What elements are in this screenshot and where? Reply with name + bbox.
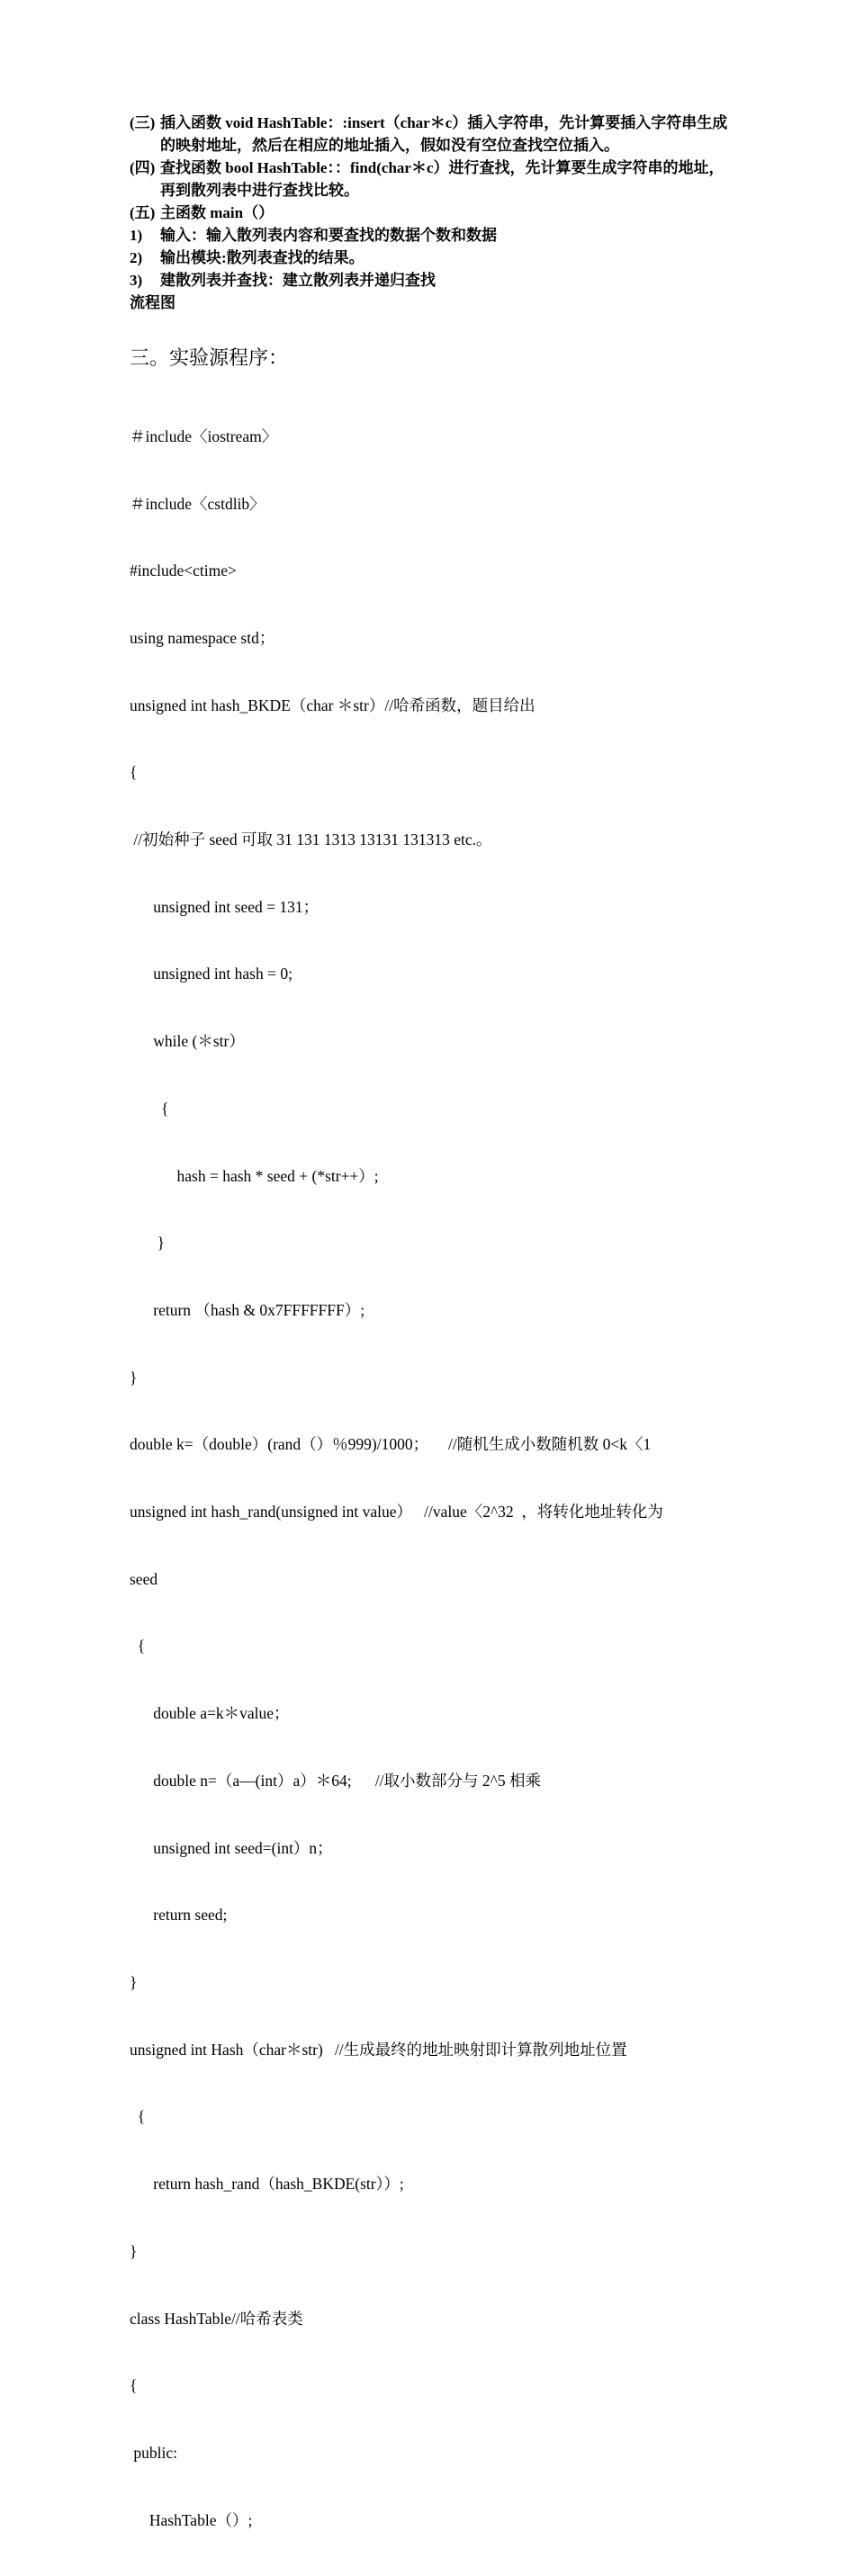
section-label: (四) <box>130 159 156 176</box>
code-line: unsigned int hash_BKDE（char ＊str）//哈希函数，题目给出 <box>130 696 536 714</box>
code-line: public: <box>130 2443 177 2462</box>
section-text: 主函数 main（） <box>160 204 274 221</box>
code-line: //初始种子 seed 可取 31 131 1313 13131 131313 etc.。 <box>130 830 492 849</box>
list-item-number: 1) <box>130 227 143 244</box>
code-line: { <box>130 1099 169 1117</box>
code-line: #include<ctime> <box>130 561 237 580</box>
source-code-block <box>130 381 729 2576</box>
code-line: unsigned int seed=(int）n； <box>130 1838 333 1857</box>
code-line: { <box>130 1637 146 1656</box>
code-line: hash = hash * seed + (*str++）; <box>130 1166 379 1185</box>
code-line: unsigned int hash = 0; <box>130 965 292 983</box>
code-line: class HashTable//哈希表类 <box>130 2309 303 2328</box>
function-description-list <box>130 112 729 314</box>
code-line: { <box>130 763 138 782</box>
section-main-function <box>130 202 729 224</box>
code-line: unsigned int hash_rand(unsigned int value） //value〈2^32 ，将转化地址转化为 <box>130 1503 663 1521</box>
code-line: double n=（a—(int）a）＊64; //取小数部分与 2^5 相乘 <box>130 1771 542 1790</box>
code-line: HashTable（）; <box>130 2510 253 2529</box>
code-line: unsigned int seed = 131； <box>130 897 320 916</box>
list-item-number: 3) <box>130 272 143 289</box>
code-line: using namespace std； <box>130 628 275 647</box>
code-line: } <box>130 2241 138 2260</box>
code-line: ＃include〈iostream〉 <box>130 426 278 445</box>
code-line: { <box>130 2107 146 2126</box>
source-code-heading: 三。实验源程序： <box>130 347 289 370</box>
code-line: double a=k＊value； <box>130 1704 290 1723</box>
code-line: double k=（double）(rand（）％999)/1000； //随机生成小数随机数 0<k〈1 <box>130 1435 652 1454</box>
code-line: ＃include〈cstdlib〉 <box>130 494 266 513</box>
section-text: 插入函数 void HashTable：:insert（char＊c）插入字符串，先计算要插入字符串生成的映射地址，然后在相应的地址插入，假如没有空位查找空位插入。 <box>160 114 728 154</box>
list-item-input <box>130 224 729 247</box>
section-find-function <box>130 157 729 202</box>
section-insert-function <box>130 112 729 157</box>
code-line: unsigned int Hash（char＊str) //生成最终的地址映射即计算散列地址位置 <box>130 2040 627 2059</box>
code-line: { <box>130 2376 138 2395</box>
flowchart-label: 流程图 <box>130 294 176 311</box>
code-line: return hash_rand（hash_BKDE(str））; <box>130 2175 404 2194</box>
code-line: seed <box>130 1569 158 1588</box>
code-line: return seed; <box>130 1906 228 1925</box>
code-line: } <box>130 1368 138 1387</box>
list-item-text: 建散列表并查找：建立散列表并递归查找 <box>160 272 436 289</box>
list-item-text: 输入：输入散列表内容和要查找的数据个数和数据 <box>160 227 497 244</box>
list-item-build-search <box>130 269 729 292</box>
list-item-text: 输出模块:散列表查找的结果。 <box>160 249 364 266</box>
section-label: (三) <box>130 114 156 131</box>
code-line: while (＊str） <box>130 1032 245 1051</box>
section-label: (五) <box>130 204 156 221</box>
code-line: return （hash & 0x7FFFFFFF）; <box>130 1300 365 1319</box>
code-line: } <box>130 1972 138 1991</box>
code-line: } <box>130 1234 166 1252</box>
list-item-number: 2) <box>130 249 143 266</box>
section-text: 查找函数 bool HashTable：：find(char＊c）进行查找，先计算要生成字符串的地址，再到散列表中进行查找比较。 <box>160 159 724 199</box>
list-item-output <box>130 247 729 269</box>
